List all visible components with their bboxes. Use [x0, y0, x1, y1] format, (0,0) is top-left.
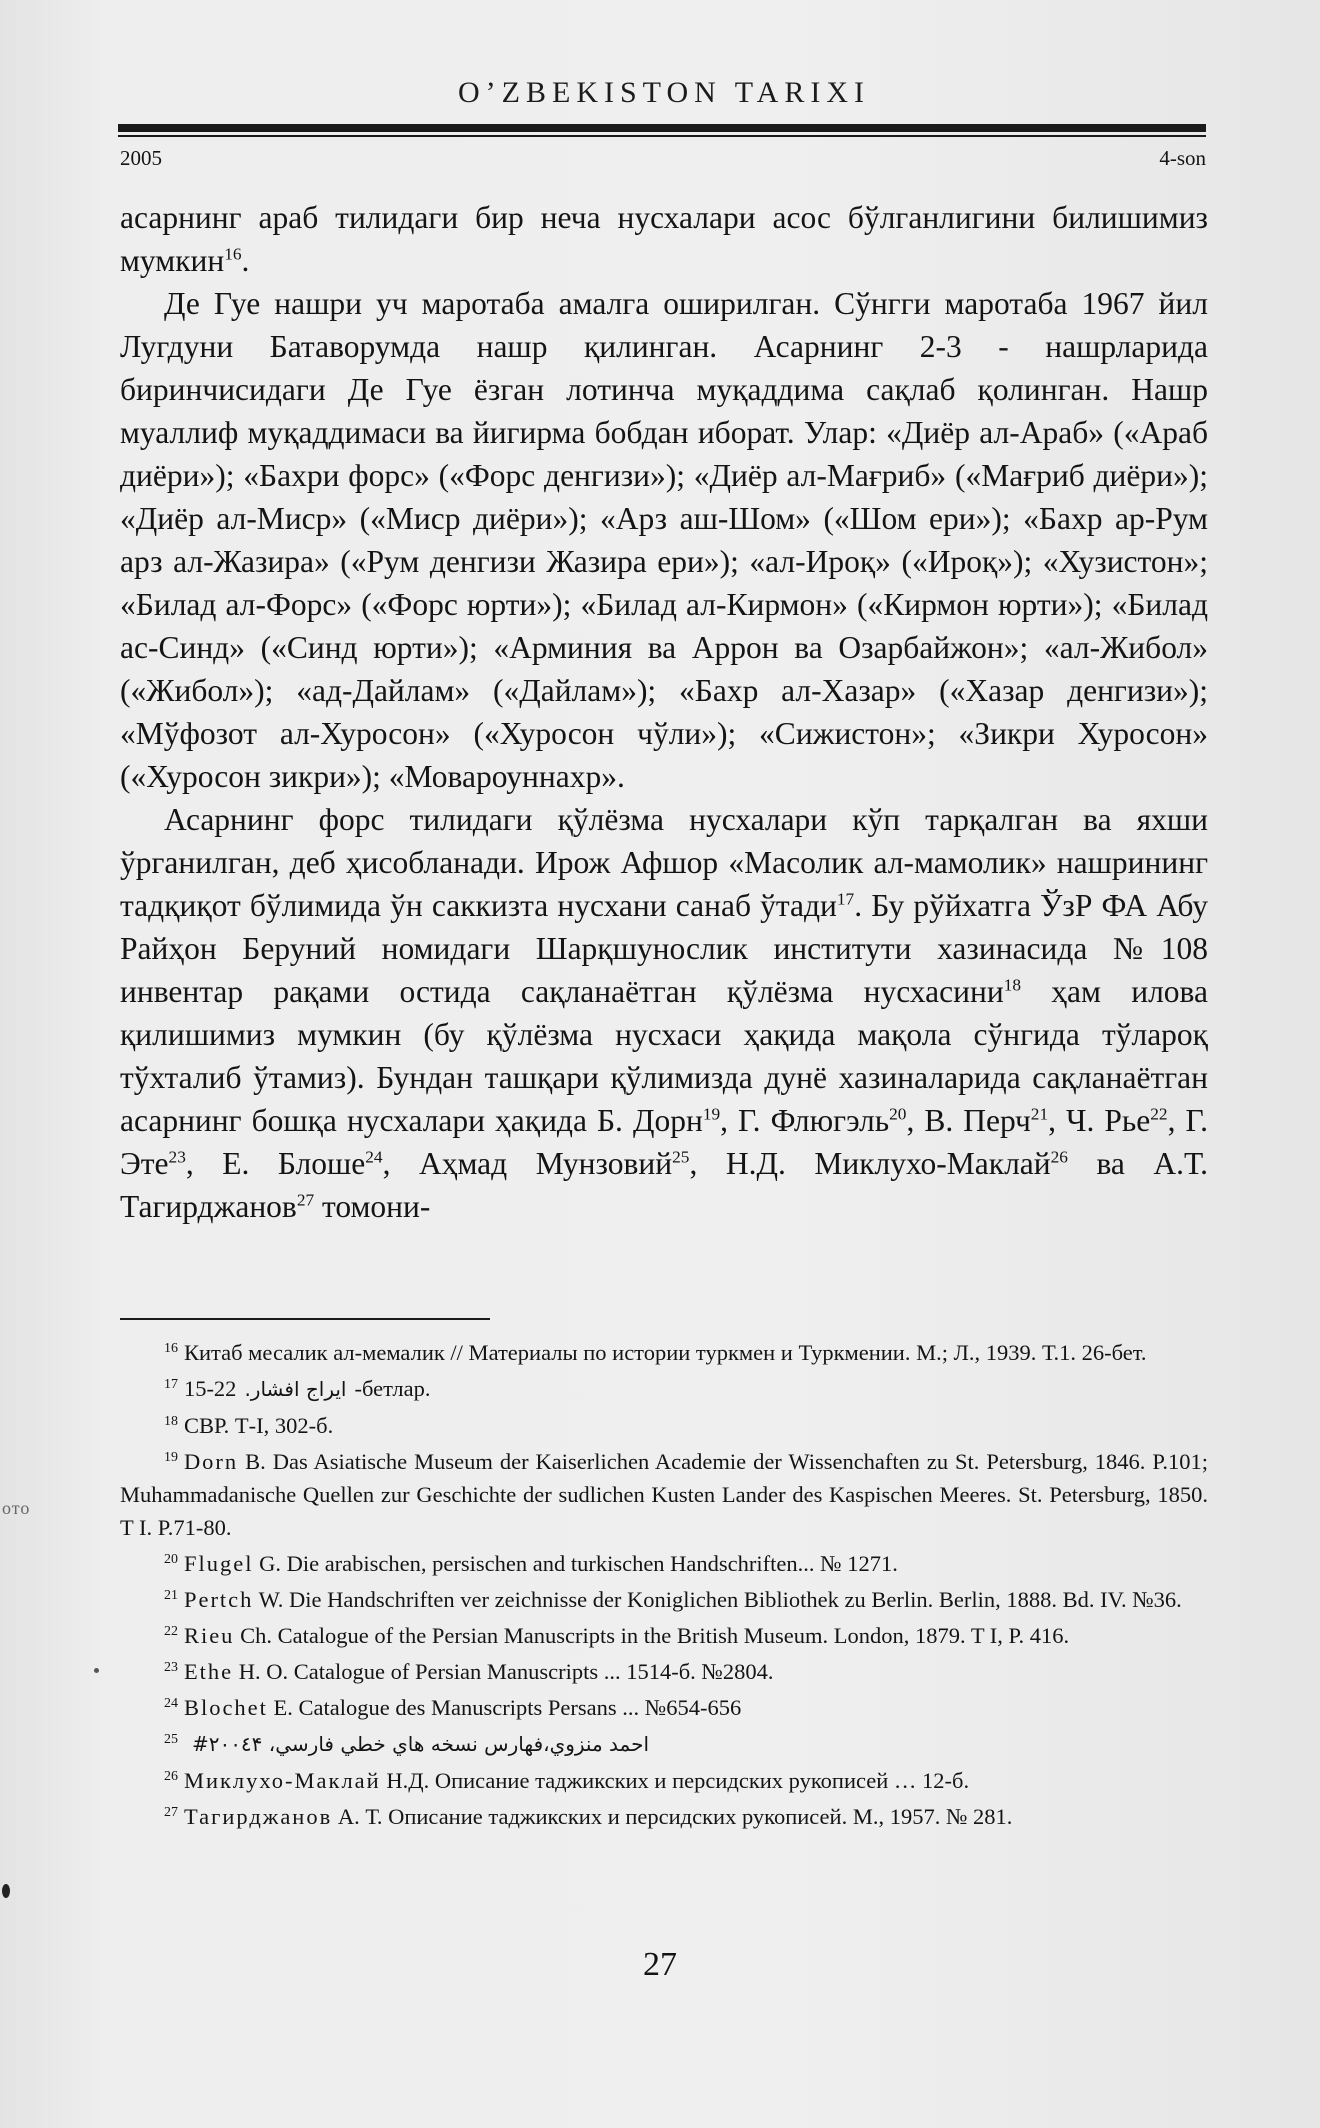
- page-number: 27: [643, 1946, 677, 1983]
- footnote-separator: [120, 1318, 490, 1320]
- scan-speck: [2, 1884, 10, 1898]
- footnote-ref: 23: [168, 1147, 186, 1167]
- paragraph-2: Де Гуе нашри уч маротаба амалга оширилган. Сўнгги маротаба 1967 йил Лугдуни Батаворумда нашр қилинган. Асарнинг 2-3 - нашрларида биринчисидаги Де Гуе ёзган лотинча муқаддима сақлаб қолинган. Нашр муаллиф муқаддимаси ва йигирма бобдан иборат. Улар: «Диёр ал-Араб» («Араб диёри»); «Бахри форс» («Форс денгизи»); «Диёр ал-Мағриб» («Мағриб диёри»); «Диёр ал-Миср» («Миср диёри»); «Арз аш-Шом» («Шом ери»); «Бахр ар-Рум арз ал-Жазира» («Рум денгизи Жазира ери»); «ал-Ироқ» («Ироқ»); «Хузистон»; «Билад ал-Форс» («Форс юрти»); «Билад ал-Кирмон» («Кирмон юрти»); «Билад ас-Синд» («Синд юрти»); «Арминия ва Аррон ва Озарбайжон»; «ал-Жибол» («Жибол»); «ад-Дайлам» («Дайлам»); «Бахр ал-Хазар» («Хазар денгизи»); «Мўфозот ал-Хуросон» («Хуросон чўли»); «Сижистон»; «Зикри Хуросон» («Хуросон зикри»); «Мовароуннахр».: [120, 286, 1208, 794]
- footnote-17: $^{17}$ ايراج افشار.15-22-бетлар.: [164, 1376, 431, 1401]
- body-text: [120, 196, 1208, 1228]
- footnotes: [120, 1336, 1208, 1836]
- footnote-ref: 25: [672, 1147, 690, 1167]
- footnote-22: $^{22}$ Rieu Ch. Catalogue of the Persian Manuscripts in the British Museum. London, 1879. T I, P. 416.: [164, 1623, 1070, 1648]
- footnote-18: $^{18}$ СВР. Т-І, 302-б.: [164, 1413, 334, 1438]
- footnote-23: $^{23}$ Ethe H. O. Catalogue of Persian Manuscripts ... 1514-б. №2804.: [164, 1659, 774, 1684]
- footnote-20: $^{20}$ Flugel G. Die arabischen, persischen and turkischen Handschriften... № 1271.: [164, 1551, 898, 1576]
- footnote-24: $^{24}$ Blochet E. Catalogue des Manuscripts Persans ... №654-656: [164, 1695, 742, 1720]
- footnote-26: $^{26}$ Миклухо-Маклай Н.Д. Описание таджикских и персидских рукописей … 12-б.: [164, 1768, 970, 1793]
- footnote-ref: 21: [1030, 1104, 1049, 1124]
- paragraph-3: Асарнинг форс тилидаги қўлёзма нусхалари кўп тарқалган ва яхши ўрганилган, деб ҳисобланади. Ирож Афшор «Масолик ал-мамолик» нашрининг тадқиқот бўлимида ўн саккизта нусхани санаб ўтади$^{17}$. Бу рўйхатга ЎзР ФА Абу Райҳон Беруний номидаги Шарқшунослик институти хазинасида №108 инвентар рақами остида сақланаётган қўлёзма нусхасини$^{18}$ ҳам илова қилишимиз мумкин (бу қўлёзма нусхаси ҳақида мақола сўнгида тўлароқ тўхталиб ўтамиз). Бундан ташқари қўлимизда дунё хазиналарида сақланаётган асарнинг бошқа нусхалари ҳақида Б. Дорн$^{19}$, Г. Флюгэль$^{20}$, В. Перч$^{21}$, Ч. Рье$^{22}$, Г. Эте$^{23}$, Е. Блоше$^{24}$, Аҳмад Мунзовий$^{25}$, Н.Д. Миклухо-Маклай$^{26}$ ва А.Т. Тагирджанов$^{27}$ томони-: [120, 802, 1208, 1224]
- header-year: 2005: [120, 146, 162, 170]
- footnote-ref: 20: [889, 1104, 907, 1124]
- footnote-ref: 27: [296, 1190, 315, 1210]
- header-rule-thick: [118, 124, 1206, 132]
- running-title: O’ZBEKISTON TARIXI: [458, 76, 870, 109]
- footnote-25: $^{25}$ احمد منزوي،فهارس نسخه هاي خطي فارسي، ٢٠٠٤۴#: [164, 1731, 650, 1756]
- footnote-ref: 16: [224, 244, 242, 264]
- footnote-ref: 18: [1003, 975, 1021, 995]
- footnote-ref: 26: [1050, 1147, 1068, 1167]
- arabic-citation: احمد منزوي،فهارس نسخه هاي خطي فارسي، ٢٠٠٤۴#: [191, 1732, 650, 1756]
- footnote-ref: 22: [1150, 1104, 1168, 1124]
- header-rule-thin: [118, 135, 1206, 137]
- arabic-citation: ايراج افشار.: [244, 1377, 347, 1401]
- header-issue: 4-son: [1159, 146, 1206, 170]
- margin-mark: ото: [2, 1498, 31, 1518]
- footnote-ref: 24: [365, 1147, 383, 1167]
- footnote-19: $^{19}$ Dorn B. Das Asiatische Museum der Kaiserlichen Academie der Wissenchaften zu St. Petersburg, 1846. P.101; Muhammadanische Quellen zur Geschichte der sudlichen Kusten Lander des Kaspischen Meeres. St. Petersburg, 1850. T I. P.71-80.: [120, 1449, 1209, 1540]
- footnote-27: $^{27}$ Тагирджанов А. Т. Описание таджикских и персидских рукописей. М., 1957. № 281.: [164, 1804, 1013, 1829]
- footnote-ref: 19: [702, 1104, 721, 1124]
- footnote-ref: 17: [836, 889, 855, 909]
- footnote-21: $^{21}$ Pertch W. Die Handschriften ver zeichnisse der Koniglichen Bibliothek zu Berlin. Berlin, 1888. Bd. IV. №36.: [164, 1587, 1182, 1612]
- paragraph-1: асарнинг араб тилидаги бир неча нусхалари асос бўлганлигини билишимиз мумкин$^{16}$.: [120, 200, 1208, 278]
- scan-speck: [94, 1668, 99, 1673]
- footnote-16: $^{16}$ Китаб месалик ал-мемалик // Материалы по истории туркмен и Туркмении. М.; Л., 1939. Т.1. 26-бет.: [164, 1340, 1147, 1365]
